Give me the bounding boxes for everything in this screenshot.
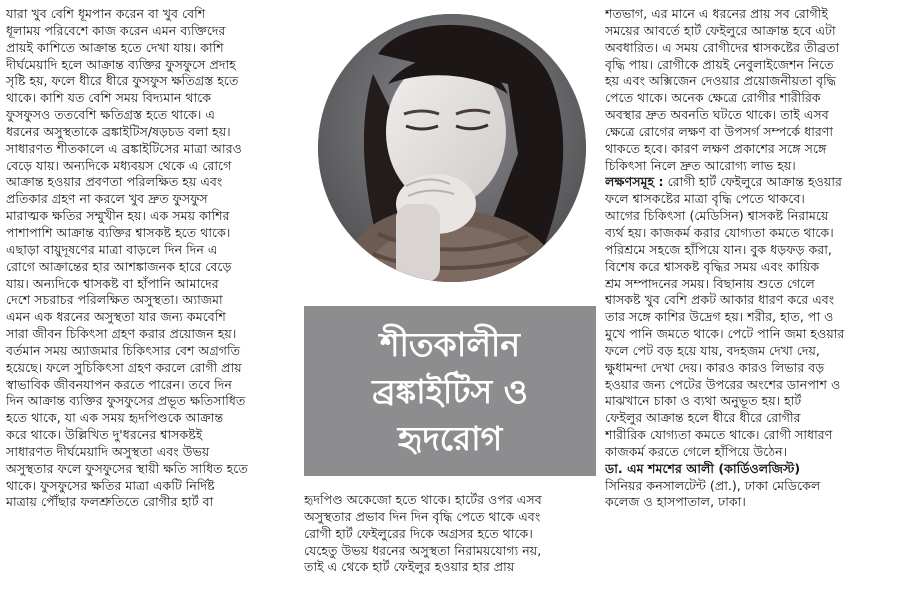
text-line: চিকিৎসা নিলে দ্রুত আরোগ্য লাভ হয়। <box>605 157 796 173</box>
text-line: মাঝখানে চাকা ও ব্যথা অনুভূত হয়। হার্ট <box>605 393 802 409</box>
text-line: থাকতে হবে। কারণ লক্ষণ প্রকাশের সঙ্গে সঙ্গে <box>605 140 827 156</box>
text-line: হয়েছে। ফলে সুচিকিৎসা গ্রহণ করলে রোগী প্রায় <box>6 359 242 375</box>
text-line: প্রায়ই কাশিতে আক্রান্ত হতে দেখা যায়। কাশি <box>6 39 224 55</box>
symptoms-line <box>605 174 895 191</box>
symptoms-text: রোগী হার্ট ফেইলুরে আক্রান্ত হওয়ার <box>663 174 842 190</box>
text-line: দিন আক্রান্ত ব্যক্তির ফুসফুসের প্রভূত ক্ষতিসাধিত <box>6 393 246 409</box>
text-line: রোগে আক্রান্তের হার আশঙ্কাজনক হারে বেড়ে <box>6 258 232 274</box>
text-line: ফুসফুসও ততবেশি ক্ষতিগ্রস্ত হতে থাকে। এ <box>6 107 215 123</box>
text-line: ক্ষেত্রে রোগের লক্ষণ বা উপসর্গ সম্পর্কে ধারণা <box>605 123 834 139</box>
text-line: হতে থাকে, যা এক সময় হৃদপিণ্ডকে আক্রান্ত <box>6 410 224 426</box>
text-line: ব্যর্থ হয়। কাজকর্ম করার যোগ্যতা কমতে থাকে। <box>605 224 834 240</box>
text-line: করে থাকে। উল্লিখিত দু'ধরনের শ্বাসকষ্টই <box>6 427 203 443</box>
text-line: তাই এ থেকে হার্ট ফেইলুর হওয়ার হার প্রায় <box>304 559 515 575</box>
text-line: শ্বাসকষ্ট খুব বেশি প্রকট আকার ধারণ করে এবং <box>605 292 835 308</box>
text-line: যেহেতু উভয় ধরনের অসুস্থতা নিরাময়যোগ্য নয়, <box>304 542 542 558</box>
text-line: মারাত্মক ক্ষতির সম্মুখীন হয়। এক সময় কাশির <box>6 208 230 224</box>
column-text <box>605 6 895 511</box>
text-line: কাজকর্ম করতে গেলে হাঁপিয়ে উঠেন। <box>605 443 788 459</box>
text-line: এমন এক ধরনের অসুস্থতা যার জন্য কমবেশি <box>6 309 226 325</box>
text-line: তার সঙ্গে কাশির উদ্রেগ হয়। শরীর, হাত, পা ও <box>605 309 834 325</box>
text-line: সৃষ্টি হয়, ফলে ধীরে ধীরে ফুসফুস ক্ষতিগ্রস্ত হতে <box>6 73 239 89</box>
text-line: যারা খুব বেশি ধূমপান করেন বা খুব বেশি <box>6 6 206 21</box>
text-line: রোগী হার্ট ফেইলুরের দিকে অগ্রসর হতে থাকে। <box>304 525 533 541</box>
text-line: আগের চিকিৎসা (মেডিসিন) শ্বাসকষ্ট নিরাময়ে <box>605 208 829 224</box>
text-line: ক্ষুধামন্দা দেখা দেয়। কারও কারও লিভার বড় <box>605 359 825 375</box>
symptoms-heading: লক্ষণসমূহ : <box>605 174 664 190</box>
text-line: বেড়ে যায়। অন্যদিকে মধ্যবয়স থেকে এ রোগে <box>6 157 232 173</box>
text-line: ফলে পেট বড় হয়ে যায়, বদহজম দেখা দেয়, <box>605 342 820 358</box>
text-line: অসুস্থতার ফলে ফুসফুসের স্থায়ী ক্ষতি সাধিত হতে <box>6 460 248 476</box>
text-line: এছাড়া বায়ুদূষণের মাত্রা বাড়লে দিন দিন এ <box>6 241 218 257</box>
text-line: দীর্ঘমেয়াদি হলে আক্রান্ত ব্যক্তির ফুসফুসে প্রদাহ <box>6 56 236 72</box>
text-line: আক্রান্ত হওয়ার প্রবণতা পরিলক্ষিত হয় এবং <box>6 174 223 190</box>
author-designation: সিনিয়র কনসালটেন্ট (প্রা.), ঢাকা মেডিকেল <box>605 477 821 493</box>
headline-line: শীতকালীন <box>379 324 521 364</box>
text-line: হৃদপিণ্ড অকেজো হতে থাকে। হার্টের ওপর এসব <box>304 492 542 507</box>
text-line: সময়ের আবর্তে হার্ট ফেইলুরে আক্রান্ত হবে এটা <box>605 22 836 38</box>
text-line: মাত্রায় পৌঁছার ফলশ্রুতিতে রোগীর হার্ট বা <box>6 494 214 510</box>
text-line: পেতে থাকে। অনেক ক্ষেত্রে রোগীর শারীরিক <box>605 90 821 106</box>
text-line: অবধারিত। এ সময় রোগীদের শ্বাসকষ্টের তীব্রতা <box>605 39 840 55</box>
text-line: সাধারণত শীতকালে এ ব্রঙ্কাইটিসের মাত্রা আরও <box>6 140 242 156</box>
text-line: মুখে পানি জমতে থাকে। পেটে পানি জমা হওয়ার <box>605 326 845 342</box>
article-column-middle <box>304 492 598 576</box>
text-line: হওয়ার জন্য পেটের উপরের অংশের ডানপাশ ও <box>605 376 841 392</box>
text-line: বর্তমান সময় অ্যাজমার চিকিৎসার বেশ অগ্রগতি <box>6 342 241 358</box>
article-column-left <box>6 6 298 511</box>
text-line: অসুস্থতার প্রভাব দিন দিন বৃদ্ধি পেতে থাকে এবং <box>304 508 541 524</box>
text-line: অবস্থার দ্রুত অবনতি ঘটতে থাকে। তাই এসব <box>605 107 829 123</box>
text-line: ফলে শ্বাসকষ্টের মাত্রা বৃদ্ধি পেতে থাকবে। <box>605 191 805 207</box>
headline-line: হৃদরোগ <box>397 418 503 458</box>
column-text <box>6 6 298 511</box>
text-line: ধূলাময় পরিবেশে কাজ করেন এমন ব্যক্তিদের <box>6 22 226 38</box>
headline-box <box>304 306 596 476</box>
text-line: ফেইলুর আক্রান্ত হলে ধীরে ধীরে রোগীর <box>605 410 801 426</box>
column-text <box>304 492 598 576</box>
article-column-right <box>605 6 895 511</box>
text-line: সাধারণত দীর্ঘমেয়াদি অসুস্থতা এবং উভয় <box>6 443 210 459</box>
headline-line: ব্রঙ্কাইটিস ও <box>372 371 528 411</box>
text-line: যায়। অন্যদিকে শ্বাসকষ্ট বা হাঁপানি আমাদের <box>6 275 219 291</box>
text-line: বিশেষ করে শ্বাসকষ্ট বৃদ্ধির সময় এবং কায়িক <box>605 258 820 274</box>
author-name: ডা. এম শমশের আলী (কার্ডিওলজিস্ট) <box>605 460 801 476</box>
text-line: পাশাপাশি আক্রান্ত ব্যক্তির শ্বাসকষ্ট হতে থাকে। <box>6 224 231 240</box>
text-line: দেশে সচরাচর পরিলক্ষিত অসুস্থতা। অ্যাজমা <box>6 292 223 308</box>
text-line: শ্রম সম্পাদনের সময়। বিছানায় শুতে গেলে <box>605 275 815 291</box>
text-line: পরিশ্রমে সহজে হাঁপিয়ে যান। বুক ধড়ফড় করা, <box>605 241 832 257</box>
text-line: প্রতিকার গ্রহণ না করলে খুব দ্রুত ফুসফুস <box>6 191 208 207</box>
author-designation: কলেজ ও হাসপাতাল, ঢাকা। <box>605 494 746 510</box>
text-line: থাকে। কাশি যত বেশি সময় বিদ্যমান থাকে <box>6 90 212 106</box>
text-line: হয় এবং অক্সিজেন দেওয়ার প্রয়োজনীয়তা বৃদ্ধি <box>605 73 836 89</box>
text-line: ধরনের অসুস্থতাকে ব্রঙ্কাইটিস/ষড়চড বলা হয়। <box>6 123 231 139</box>
text-line: শারীরিক যোগ্যতা কমতে থাকে। রোগী সাধারণ <box>605 427 833 443</box>
text-line: স্বাভাবিক জীবনযাপন করতে পারেন। তবে দিন <box>6 376 232 392</box>
article-photo <box>318 14 586 282</box>
text-line: সারা জীবন চিকিৎসা গ্রহণ করার প্রয়োজন হয়। <box>6 326 237 342</box>
text-line: থাকে। ফুসফুসের ক্ষতির মাত্রা একটি নির্দিষ্ট <box>6 477 215 493</box>
text-line: বৃদ্ধি পায়। রোগীকে প্রায়ই নেবুলাইজেশন নিতে <box>605 56 834 72</box>
coughing-woman-illustration <box>318 14 586 282</box>
text-line: শতভাগ, এর মানে এ ধরনের প্রায় সব রোগীই <box>605 6 828 21</box>
